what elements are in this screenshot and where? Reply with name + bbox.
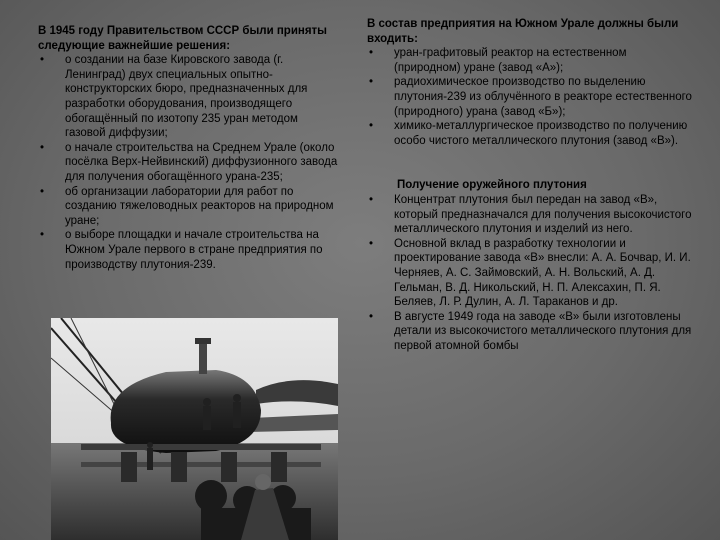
bullet-icon: •: [369, 193, 374, 206]
list-item: • о начале строительства на Среднем Урале (около посёлка Верх-Нейвинский) диффузионного завода для получения обогащённого урана-235;: [40, 141, 338, 183]
bullet-icon: •: [369, 237, 374, 250]
plutonium-list: [367, 193, 693, 354]
decisions-list: [38, 53, 340, 272]
list-item: • радиохимическое производство по выделению плутония-239 из облучённого в реакторе естественного (природного) урана (завод «Б»);: [369, 76, 692, 118]
list-item: • химико-металлургическое производство по получению особо чистого металлического плутония (завод «В»).: [369, 120, 688, 147]
list-item: • о выборе площадки и начале строительства на Южном Урале первого в стране предприятия по производству плутония-239.: [40, 229, 323, 271]
bullet-icon: •: [40, 54, 45, 67]
left-column: [38, 24, 340, 272]
left-intro: В 1945 году Правительством СССР были приняты следующие важнейшие решения:: [38, 25, 327, 52]
bullet-icon: •: [40, 229, 45, 242]
bullet-icon: •: [40, 141, 45, 154]
right-column: [367, 17, 693, 353]
historical-photo: [51, 318, 338, 540]
bullet-icon: •: [369, 47, 374, 60]
list-item: • Концентрат плутония был передан на завод «В», который предназначался для получения высокочистого металлического плутония и изделий из него.: [369, 193, 692, 236]
bullet-icon: •: [369, 120, 374, 133]
right-intro: В состав предприятия на Южном Урале должны были входить:: [367, 18, 679, 45]
list-item: • о создании на базе Кировского завода (г. Ленинград) двух специальных опытно-конструкторских бюро, предназначенных для разработки оборудования, производящего обогащённый по изотопу 235 уран методом газовой диффузии;: [40, 54, 308, 140]
list-item: • уран-графитовый реактор на естественном (природном) уране (завод «А»);: [369, 47, 627, 74]
list-item: • В августе 1949 года на заводе «В» были изготовлены детали из высокочистого металлического плутония для первой атомной бомбы: [369, 310, 692, 352]
bullet-icon: •: [40, 185, 45, 198]
enterprise-list: [367, 46, 693, 148]
bullet-icon: •: [369, 310, 374, 323]
section-heading: Получение оружейного плутония: [397, 179, 587, 192]
list-item: • Основной вклад в разработку технологии и проектирование завода «В» внесли: А. А. Бочвар, И. И. Черняев, А. С. Займовский, А. Н. Вольский, А. Д. Гельман, В. Д. Никольский, Н. П. Алексахин, П. Я. Беляев, Л. Р. Дулин, А. Л. Тараканов и др.: [369, 237, 691, 309]
bullet-icon: •: [369, 76, 374, 89]
list-item: • об организации лаборатории для работ по созданию тяжеловодных реакторов на природном уране;: [40, 185, 334, 227]
